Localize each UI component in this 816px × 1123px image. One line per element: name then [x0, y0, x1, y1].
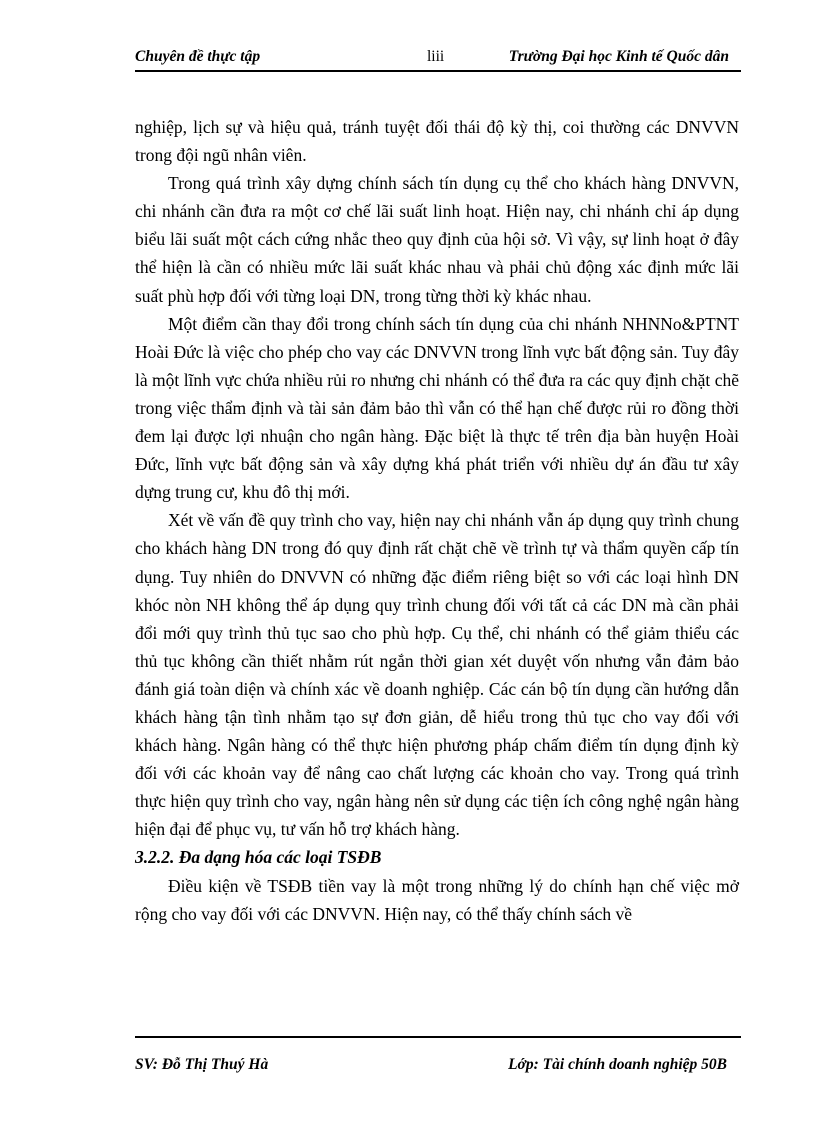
- header-divider: [135, 70, 741, 72]
- paragraph-3: Một điểm cần thay đổi trong chính sách tín dụng của chi nhánh NHNNo&PTNT Hoài Đức là việc cho phép cho vay các DNVVN trong lĩnh vực bất động sản. Tuy đây là một lĩnh vực chứa nhiều rủi ro nhưng chi nhánh có thể đưa ra các quy định chặt chẽ trong việc thẩm định và tài sản đảm bảo thì vẫn có thể hạn chế được rủi ro đồng thời đem lại được lợi nhuận cho ngân hàng. Đặc biệt là thực tế trên địa bàn huyện Hoài Đức, lĩnh vực bất động sản và xây dựng khá phát triển với nhiều dự án đầu tư xây dựng trung cư, khu đô thị mới.: [135, 313, 739, 503]
- footer-class: Lớp: Tài chính doanh nghiệp 50B: [508, 1056, 727, 1073]
- paragraph-2: Trong quá trình xây dựng chính sách tín dụng cụ thể cho khách hàng DNVVN, chi nhánh cần đưa ra một cơ chế lãi suất linh hoạt. Hiện nay, chi nhánh chỉ áp dụng biểu lãi suất một cách cứng nhắc theo quy định của hội sở. Vì vậy, sự linh hoạt ở đây thể hiện là cần có nhiều mức lãi suất khác nhau và phải chủ động xác định mức lãi suất phù hợp đối với từng loại DN, trong từng thời kỳ khác nhau.: [135, 173, 739, 306]
- footer-student: SV: Đỗ Thị Thuý Hà: [135, 1056, 269, 1073]
- paragraph-5: Điều kiện về TSĐB tiền vay là một trong những lý do chính hạn chế việc mở rộng cho vay đối với các DNVVN. Hiện nay, có thể thấy chính sách về: [135, 875, 739, 924]
- section-heading: 3.2.2. Đa dạng hóa các loại TSĐB: [135, 847, 382, 868]
- header-report-title: Chuyên đề thực tập: [135, 48, 261, 65]
- page-footer: [135, 1056, 741, 1078]
- page-header: [135, 48, 741, 70]
- paragraph-1: nghiệp, lịch sự và hiệu quả, tránh tuyệt đối thái độ kỳ thị, coi thường các DNVVN trong đội ngũ nhân viên.: [135, 117, 739, 166]
- footer-divider: [135, 1036, 741, 1038]
- paragraph-4: Xét về vấn đề quy trình cho vay, hiện nay chi nhánh vẫn áp dụng quy trình chung cho khách hàng DN trong đó quy định rất chặt chẽ về trình tự và thẩm quyền cấp tín dụng. Tuy nhiên do DNVVN có những đặc điểm riêng biệt so với các loại hình DN khóc nòn NH không thể áp dụng quy trình chung đối với tất cả các DN mà cần phải đổi mới quy trình thủ tục sao cho phù hợp. Cụ thể, chi nhánh có thể giảm thiểu các thủ tục không cần thiết nhằm rút ngắn thời gian xét duyệt vốn nhưng vẫn đảm bảo đánh giá toàn diện và chính xác về doanh nghiệp. Các cán bộ tín dụng cần hướng dẫn khách hàng tận tình nhằm tạo sự đơn giản, dễ hiểu trong thủ tục cho vay đối với khách hàng. Ngân hàng có thể thực hiện phương pháp chấm điểm tín dụng định kỳ đối với các khoản vay để nâng cao chất lượng các khoản cho vay. Trong quá trình thực hiện quy trình cho vay, ngân hàng nên sử dụng các tiện ích công nghệ ngân hàng hiện đại để phục vụ, tư vấn hỗ trợ khách hàng.: [135, 510, 739, 840]
- document-body: [135, 113, 739, 928]
- page-number: liii: [427, 48, 445, 65]
- header-university: Trường Đại học Kinh tế Quốc dân: [508, 48, 729, 65]
